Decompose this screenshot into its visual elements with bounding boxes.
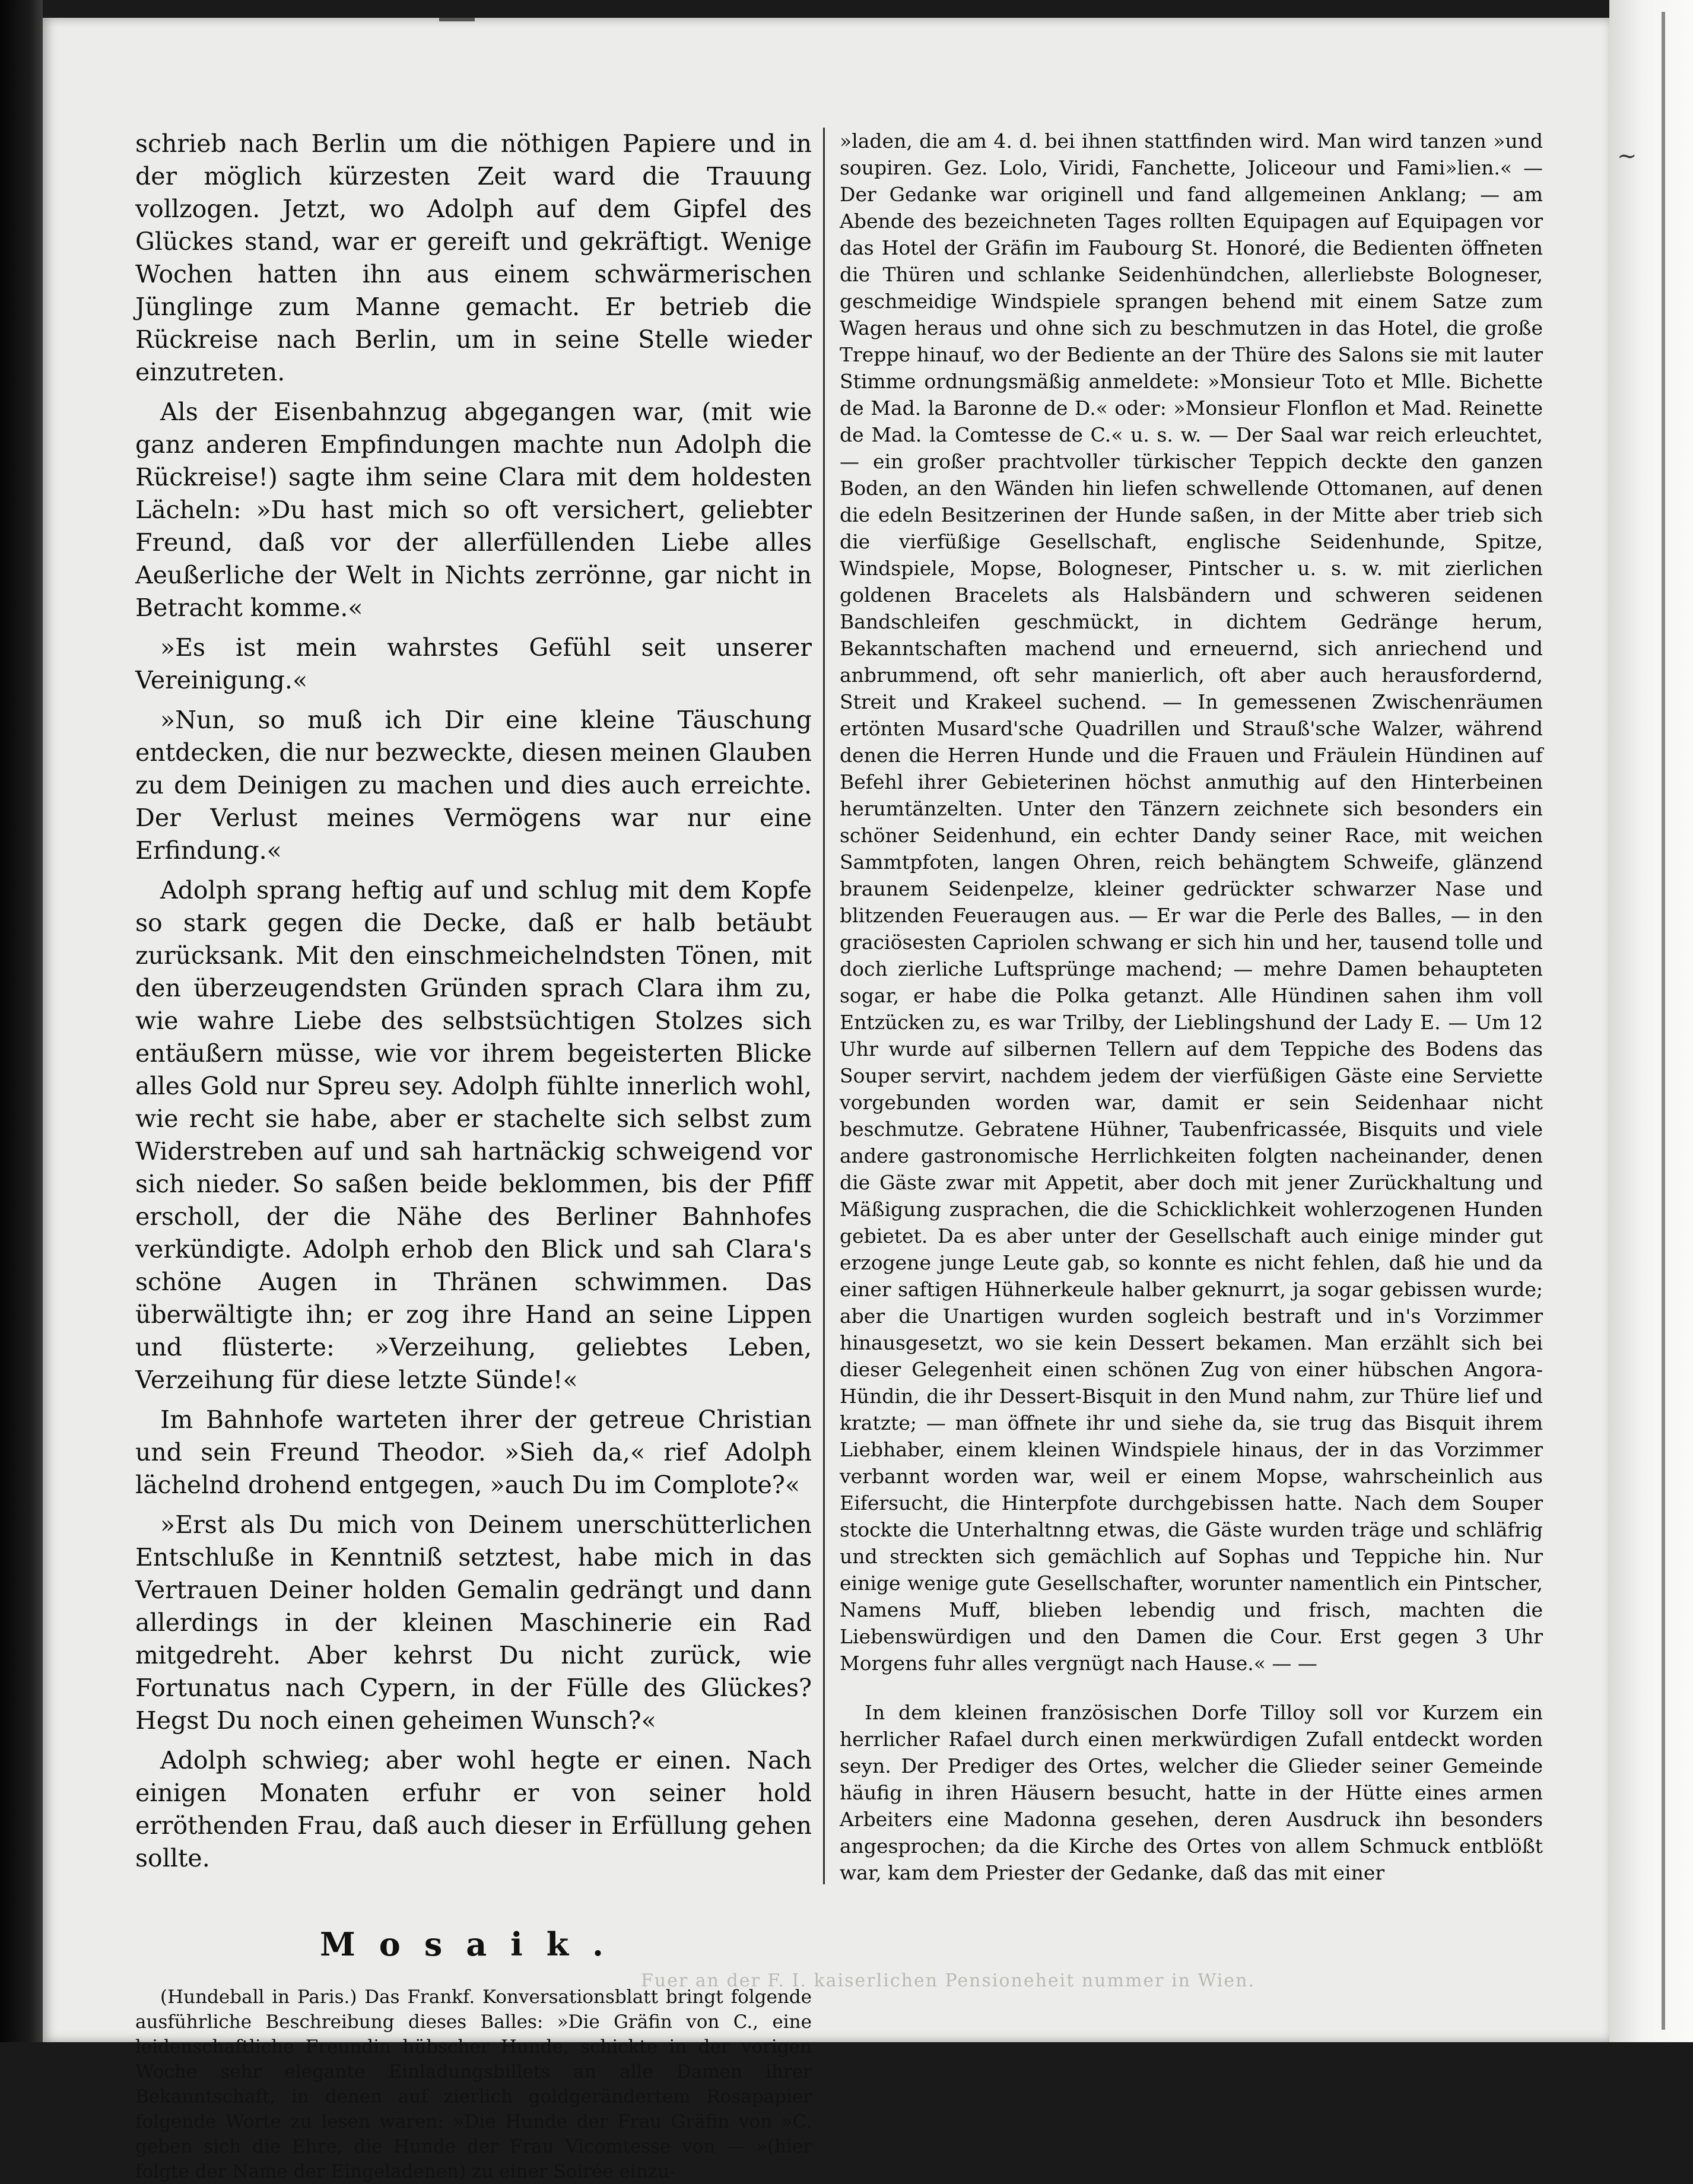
paragraph: In dem kleinen französischen Dorfe Tilloy soll vor Kurzem ein herrlicher Rafael durch einen merkwürdigen Zufall entdeckt worden seyn. Der Prediger des Ortes, welcher die Glieder seiner Gemeinde häufig in ihren Häusern besucht, hatte in der Hütte eines armen Arbeiters eine Madonna gesehen, deren Ausdruck ihn besonders angesprochen; da die Kirche des Ortes von allem Schmuck entblößt war, kam dem Priester der Gedanke, daß das mit einer bbox=[840, 1701, 1543, 1884]
paragraph: Im Bahnhofe warteten ihrer der getreue Christian und sein Freund Theodor. »Sieh da,« rief Adolph lächelnd drohend entgegen, »auch Du im Complote?« bbox=[135, 1405, 812, 1499]
paragraph: »Es ist mein wahrstes Gefühl seit unserer Vereinigung.« bbox=[135, 633, 812, 694]
section-heading: Mosaik. bbox=[320, 1925, 627, 1963]
paragraph: »Erst als Du mich von Deinem unerschütterlichen Entschluße in Kenntniß setztest, habe mich in das Vertrauen Deiner holden Gemalin gedrängt und dann allerdings in der kleinen Maschinerie ein Rad mitgedreht. Aber kehrst Du nicht zurück, wie Fortunatus nach Cypern, in der Fülle des Glückes? Hegst Du noch einen geheimen Wunsch?« bbox=[135, 1510, 812, 1735]
bleed-through-text: Fuer an der F. I. kaiserlichen Pensioneheit nummer in Wien. bbox=[641, 1970, 1255, 1991]
left-column bbox=[135, 128, 812, 2184]
paragraph: (Hundeball in Paris.) Das Frankf. Konversationsblatt bringt folgende ausführliche Beschreibung dieses Balles: »Die Gräfin von C., eine leidenschaftliche Freundin hübscher Hunde, schickte in der vorigen Woche sehr elegante Einladungsbillets an alle Damen ihrer Bekanntschaft, in denen auf zierlich goldgerändertem Rosapapier folgende Worte zu lesen waren: »Die Hunde der Frau Gräfin von »C. geben sich die Ehre, die Hunde der Frau Vicomtesse von — »(hier folgte der Name der Eingeladenen) zu einer Soirée einzu- bbox=[135, 1986, 812, 2182]
scan-left-edge bbox=[0, 0, 43, 2042]
paragraph: Adolph sprang heftig auf und schlug mit dem Kopfe so stark gegen die Decke, daß er halb betäubt zurücksank. Mit den einschmeichelndsten Tönen, mit den überzeugendsten Gründen sprach Clara ihm zu, wie wahre Liebe des selbstsüchtigen Stolzes sich entäußern müsse, wie vor ihrem begeisterten Blicke alles Gold nur Spreu sey. Adolph fühlte innerlich wohl, wie recht sie habe, aber er stachelte sich selbst zum Widerstreben auf und sah hartnäckig schweigend vor sich nieder. So saßen beide beklommen, bis der Pfiff erscholl, der die Nähe des Berliner Bahnhofes verkündigte. Adolph erhob den Blick und sah Clara's schöne Augen in Thränen schwimmen. Das überwältigte ihn; er zog ihre Hand an seine Lippen und flüsterte: »Verzeihung, geliebtes Leben, Verzeihung für diese letzte Sünde!« bbox=[135, 876, 812, 1394]
margin-mark: ~ bbox=[1617, 142, 1637, 170]
paragraph: »Nun, so muß ich Dir eine kleine Täuschung entdecken, die nur bezweckte, diesen meinen Glauben zu dem Deinigen zu machen und dies auch erreichte. Der Verlust meines Vermögens war nur eine Erfindung.« bbox=[135, 706, 812, 865]
paragraph: »laden, die am 4. d. bei ihnen stattfinden wird. Man wird tanzen »und soupiren. Gez. Lolo, Viridi, Fanchette, Joliceour und Fami»lien.« — Der Gedanke war originell und fand allgemeinen Anklang; — am Abende des bezeichneten Tages rollten Equipagen auf Equipagen vor das Hotel der Gräfin im Faubourg St. Honoré, die Bedienten öffneten die Thüren und schlanke Seidenhündchen, allerliebste Bologneser, geschmeidige Windspiele sprangen behend mit einem Satze zum Wagen heraus und ohne sich zu beschmutzen in das Hotel, die große Treppe hinauf, wo der Bediente an der Thüre des Salons sie mit lauter Stimme ordnungsmäßig anmeldete: »Monsieur Toto et Mlle. Bichette de Mad. la Baronne de D.« oder: »Monsieur Flonflon et Mad. Reinette de Mad. la Comtesse de C.« u. s. w. — Der Saal war reich erleuchtet, — ein großer prachtvoller türkischer Teppich deckte den ganzen Boden, an den Wänden hin liefen schwellende Ottomanen, auf denen die edeln Besitzerinen der Hunde saßen, in der Mitte aber trieb sich die vierfüßige Gesellschaft, englische Seidenhunde, Spitze, Windspiele, Mopse, Bologneser, Pintscher u. s. w. mit zierlichen goldenen Bracelets als Halsbändern und schweren seidenen Bandschleifen geschmückt, in dichtem Gedränge herum, Bekanntschaften machend und erneuernd, sich anriechend und anbrummend, oft sehr manierlich, oft aber auch herausfordernd, Streit und Krakeel suchend. — In gemessenen Zwischenräumen ertönten Musard'sche Quadrillen und Strauß'sche Walzer, während denen die Herren Hunde und die Frauen und Fräulein Hündinen auf Befehl ihrer Gebieterinen höchst anmuthig auf den Hinterbeinen herumtänzelten. Unter den Tänzern zeichnete sich besonders ein schöner Seidenhund, ein echter Dandy seiner Race, mit weichen Sammtpfoten, langen Ohren, reich behängtem Schweife, glänzend braunem Seidenpelze, kleiner gedrückter schwarzer Nase und blitzenden Feueraugen aus. — Er war die Perle des Balles, — in den graciösesten Capriolen schwang er sich hin und her, tausend tolle und doch zierliche Luftsprünge machend; — mehre Damen behaupteten sogar, er habe die Polka getanzt. Alle Hündinen sahen ihm voll Entzücken zu, es war Trilby, der Lieblingshund der Lady E. — Um 12 Uhr wurde auf silbernen Tellern auf dem Teppiche des Bodens das Souper servirt, nachdem jedem der vierfüßigen Gäste eine Serviette vorgebunden worden war, damit er sein Seidenhaar nicht beschmutze. Gebratene Hühner, Taubenfricassée, Bisquits und viele andere gastronomische Herrlichkeiten folgten nacheinander, denen die Gäste zwar mit Appetit, aber doch mit jener Zurückhaltung und Mäßigung zusprachen, die die Schicklichkeit wohlerzogenen Hunden gebietet. Da es aber unter der Gesellschaft auch einige minder gut erzogene junge Leute gab, so konnte es nicht fehlen, daß hie und da einer saftigen Hühnerkeule halber geknurrt, ja sogar gebissen wurde; aber die Unartigen wurden sogleich bestraft und in's Vorzimmer hinausgesetzt, wo sie kein Dessert bekamen. Man erzählt sich bei dieser Gelegenheit einen schönen Zug von einer hübschen Angora-Hündin, die ihr Dessert-Bisquit in den Mund nahm, zur Thüre lief und kratzte; — man öffnete ihr und siehe da, sie trug das Bisquit ihrem Liebhaber, einem kleinen Windspiele hinaus, der in das Vorzimmer verbannt worden war, weil er einem Mopse, wahrscheinlich aus Eifersucht, die Hinterpfote durchgebissen hatte. Nach dem Souper stockte die Unterhaltnng etwas, die Gäste wurden träge und schläfrig und streckten sich gemächlich auf Sophas und Teppiche hin. Nur einige wenige gute Gesellschafter, worunter namentlich ein Pintscher, Namens Muff, blieben lebendig und frisch, machten die Liebenswürdigen und den Damen die Cour. Erst gegen 3 Uhr Morgens fuhr alles vergnügt nach Hause.« — — bbox=[840, 129, 1543, 1675]
paragraph: schrieb nach Berlin um die nöthigen Papiere und in der möglich kürzesten Zeit ward die Trauung vollzogen. Jetzt, wo Adolph auf dem Gipfel des Glückes stand, war er gereift und gekräftigt. Wenige Wochen hatten ihn aus einem schwärmerischen Jünglinge zum Manne gemacht. Er betrieb die Rückreise nach Berlin, um in seine Stelle wieder einzutreten. bbox=[135, 129, 812, 386]
right-column bbox=[840, 128, 1543, 1886]
column-divider bbox=[823, 128, 825, 1884]
top-mark bbox=[439, 18, 475, 21]
paragraph: Als der Eisenbahnzug abgegangen war, (mit wie ganz anderen Empfindungen machte nun Adolph die Rückreise!) sagte ihm seine Clara mit dem holdesten Lächeln: »Du hast mich so oft versichert, geliebter Freund, daß vor der allerfüllenden Liebe alles Aeußerliche der Welt in Nichts zerrönne, gar nicht in Betracht komme.« bbox=[135, 398, 812, 622]
scan-right-edge bbox=[1609, 0, 1693, 2042]
right-fold-line bbox=[1662, 12, 1665, 2030]
paragraph: Adolph schwieg; aber wohl hegte er einen. Nach einigen Monaten erfuhr er von seiner hold erröthenden Frau, daß auch dieser in Erfüllung gehen sollte. bbox=[135, 1746, 812, 1872]
